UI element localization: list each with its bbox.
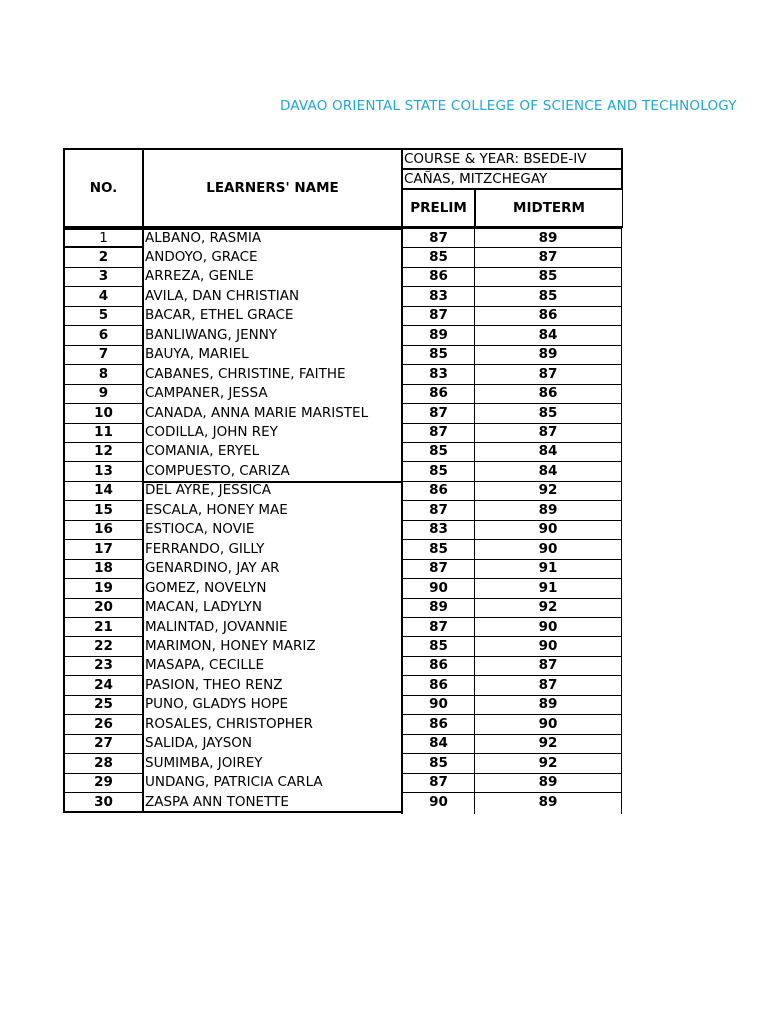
learner-name: ROSALES, CHRISTOPHER [145,715,313,732]
row-number: 18 [94,560,113,577]
midterm-grade: 91 [538,560,558,577]
prelim-grade: 85 [429,754,448,771]
prelim-grade: 86 [429,715,448,732]
learner-name: ESTIOCA, NOVIE [145,521,255,538]
learner-name: MACAN, LADYLYN [145,599,263,616]
prelim-grade: 87 [429,774,448,791]
row-number: 20 [94,599,113,616]
learner-name: PASION, THEO RENZ [145,676,283,693]
row-number: 12 [94,443,113,460]
row-number: 27 [94,735,113,752]
row-number: 2 [98,248,109,265]
midterm-grade: 87 [538,248,558,265]
learner-name: ALBANO, RASMIA [145,229,262,246]
row-number: 26 [94,715,113,732]
row-number: 10 [94,404,113,421]
sheet-title: DAVAO ORIENTAL STATE COLLEGE OF SCIENCE AND TECHNOLOGY [280,98,737,114]
row-number: 17 [94,540,113,557]
midterm-grade: 89 [538,696,558,713]
prelim-grade: 85 [429,540,448,557]
learner-name: AVILA, DAN CHRISTIAN [145,287,300,304]
row-number: 13 [94,462,113,479]
midterm-grade: 89 [538,346,558,363]
row-number: 28 [94,754,113,771]
midterm-grade: 90 [538,637,558,654]
prelim-grade: 86 [429,657,448,674]
course-year-cell: COURSE & YEAR: BSEDE-IV [401,148,623,170]
midterm-grade: 87 [538,365,558,382]
row-number: 7 [98,346,109,363]
midterm-grade: 92 [538,599,558,616]
midterm-grade: 86 [538,307,558,324]
learner-name: PUNO, GLADYS HOPE [145,696,289,713]
prelim-grade: 83 [429,521,448,538]
prelim-grade: 90 [429,696,448,713]
learner-name: GENARDINO, JAY AR [145,560,280,577]
midterm-grade: 85 [538,404,558,421]
prelim-grade: 87 [429,307,448,324]
midterm-grade: 89 [538,501,558,518]
learner-name: SALIDA, JAYSON [145,735,253,752]
row-number: 21 [94,618,113,635]
midterm-grade: 87 [538,676,558,693]
prelim-grade: 85 [429,346,448,363]
prelim-grade: 87 [429,424,448,440]
prelim-grade: 86 [429,385,448,402]
midterm-grade: 85 [538,287,558,304]
midterm-grade: 87 [538,657,558,674]
prelim-grade: 87 [429,404,448,421]
midterm-grade: 90 [538,618,558,635]
midterm-grade: 90 [538,540,558,557]
midterm-grade: 85 [538,268,558,285]
learner-name: CODILLA, JOHN REY [145,424,278,440]
row-number: 1 [99,229,108,246]
midterm-grade: 89 [538,793,558,810]
learner-name: SUMIMBA, JOIREY [145,754,263,771]
row-number: 11 [94,424,113,440]
row-number: 16 [94,521,113,538]
prelim-grade: 89 [429,326,448,343]
prelim-grade: 83 [429,365,448,382]
prelim-grade: 85 [429,462,448,479]
column-header-learners-name: LEARNERS' NAME [142,148,403,228]
score-column-divider [621,228,622,814]
midterm-grade: 86 [538,385,558,402]
learner-name: CABANES, CHRISTINE, FAITHE [145,365,346,382]
learner-name: ESCALA, HONEY MAE [145,501,288,518]
midterm-grade: 92 [538,735,558,752]
row-number: 9 [98,385,109,402]
row-number: 15 [94,501,113,518]
learner-name: MALINTAD, JOVANNIE [145,618,288,635]
row-number: 19 [94,579,113,596]
teacher-name-cell: CAÑAS, MITZCHEGAY [401,168,623,190]
learner-name: DEL AYRE, JESSICA [145,482,271,499]
row-number: 5 [98,307,109,324]
prelim-grade: 86 [429,482,448,499]
row-number: 3 [98,268,109,285]
midterm-grade: 91 [538,579,558,596]
midterm-grade: 92 [538,754,558,771]
learner-name: MASAPA, CECILLE [145,657,264,674]
learner-name: BACAR, ETHEL GRACE [145,307,294,324]
prelim-grade: 84 [429,735,448,752]
midterm-grade: 89 [538,229,558,246]
midterm-grade: 87 [538,424,558,440]
midterm-grade: 89 [538,774,558,791]
learner-name: ARREZA, GENLE [145,268,254,285]
row-number: 24 [94,676,113,693]
learner-name: BANLIWANG, JENNY [145,326,278,343]
prelim-grade: 83 [429,287,448,304]
prelim-grade: 87 [429,501,448,518]
row-number: 30 [94,793,113,810]
row-number: 4 [98,287,109,304]
midterm-grade: 84 [538,326,558,343]
column-header-prelim: PRELIM [401,188,476,228]
learner-name: FERRANDO, GILLY [145,540,265,557]
midterm-grade: 90 [538,715,558,732]
prelim-grade: 86 [429,676,448,693]
row-number: 6 [98,326,109,343]
prelim-grade: 87 [429,618,448,635]
row-number: 8 [98,365,109,382]
column-header-no: NO. [63,148,144,228]
row-number: 14 [94,482,113,499]
learner-name: BAUYA, MARIEL [145,346,249,363]
midterm-grade: 92 [538,482,558,499]
learner-name: ZASPA ANN TONETTE [145,793,289,810]
learner-name: ANDOYO, GRACE [145,248,258,265]
prelim-grade: 85 [429,443,448,460]
learner-name: UNDANG, PATRICIA CARLA [145,774,323,791]
prelim-grade: 87 [429,560,448,577]
prelim-grade: 90 [429,579,448,596]
prelim-grade: 89 [429,599,448,616]
learner-name: MARIMON, HONEY MARIZ [145,637,316,654]
prelim-grade: 90 [429,793,448,810]
learner-name: CAMPANER, JESSA [145,385,268,402]
learner-name: COMPUESTO, CARIZA [145,462,290,479]
midterm-grade: 84 [538,462,558,479]
row-number: 25 [94,696,113,713]
midterm-grade: 84 [538,443,558,460]
row-number: 22 [94,637,113,654]
prelim-grade: 87 [429,229,448,246]
learner-name: GOMEZ, NOVELYN [145,579,267,596]
prelim-grade: 86 [429,268,448,285]
prelim-grade: 85 [429,637,448,654]
midterm-grade: 90 [538,521,558,538]
row-number: 23 [94,657,113,674]
learner-name: CANADA, ANNA MARIE MARISTEL [145,404,369,421]
prelim-grade: 85 [429,248,448,265]
row-number: 29 [94,774,113,791]
column-header-midterm: MIDTERM [474,188,623,228]
first-row-highlight [63,228,144,248]
learner-name: COMANIA, ERYEL [145,443,260,460]
